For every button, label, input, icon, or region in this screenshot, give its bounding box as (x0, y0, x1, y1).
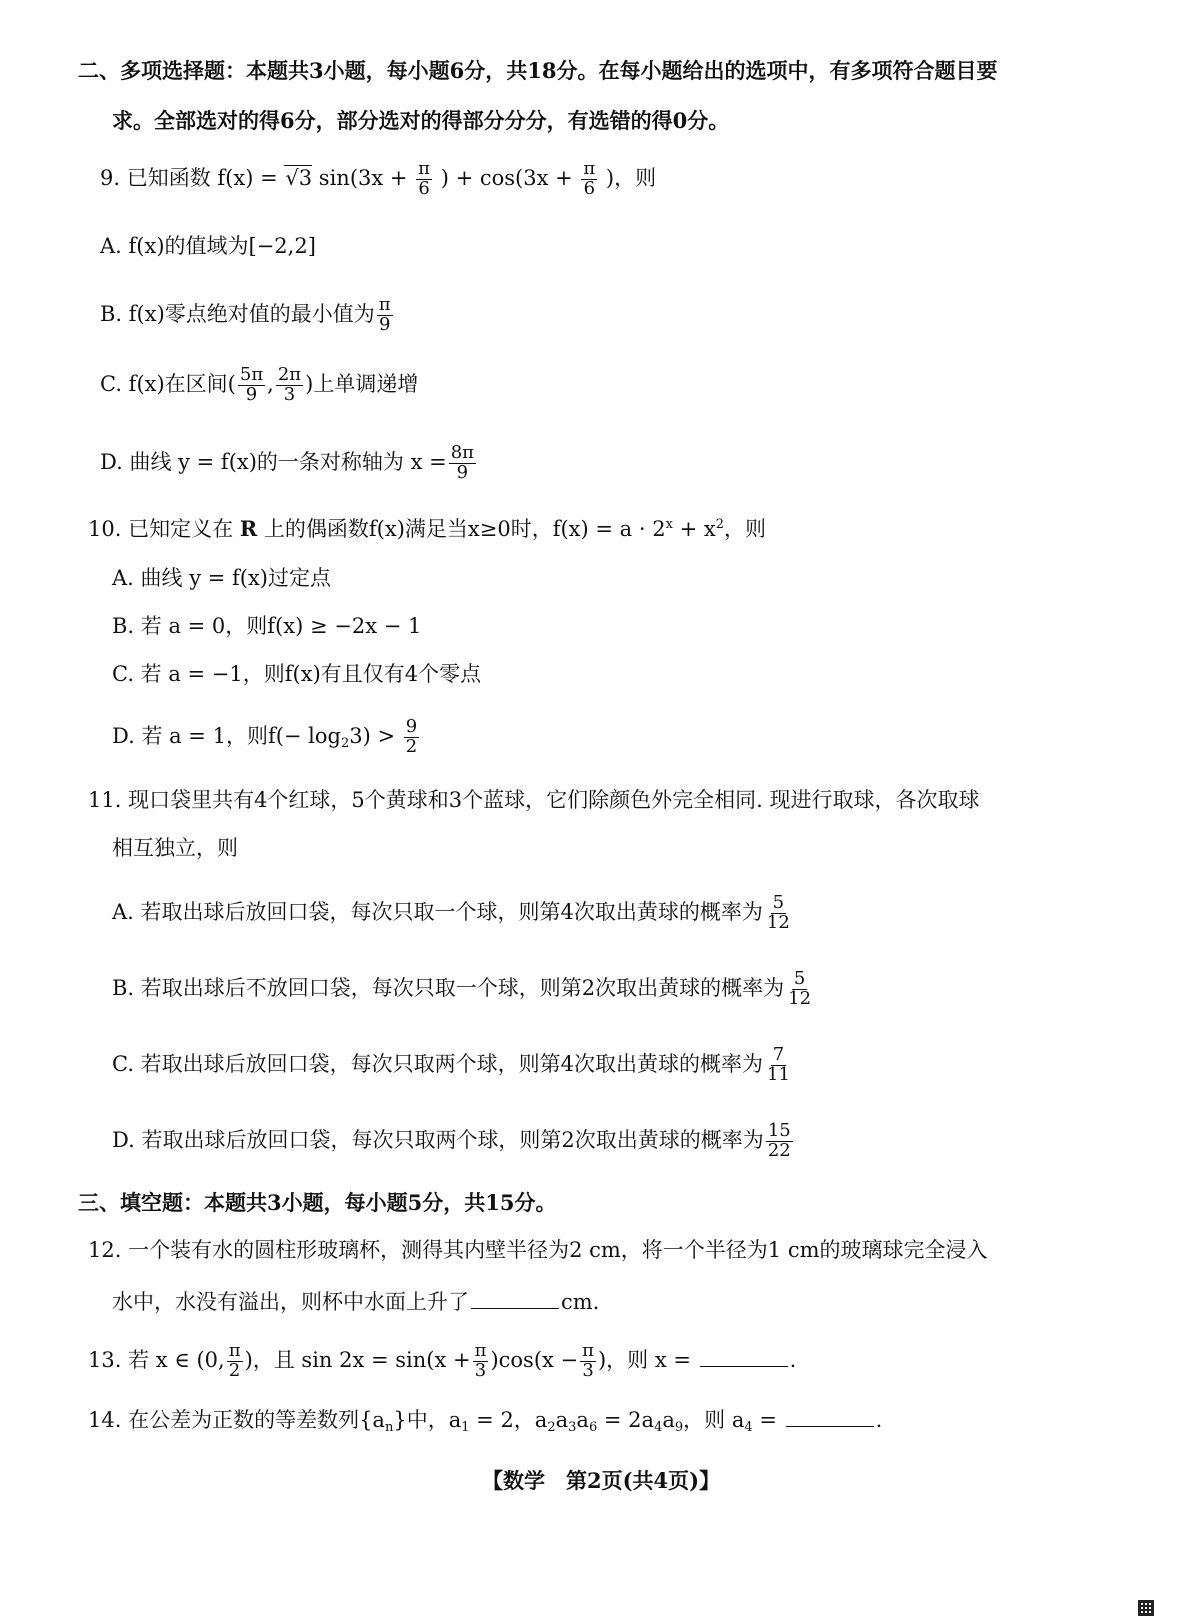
question-12-line1: 12. 一个装有水的圆柱形玻璃杯，测得其内壁半径为2 cm，将一个半径为1 cm的玻璃球完全浸入 (88, 1238, 988, 1262)
q9-frac-pi-6-a: $\frac{\pi}{6}$ (418, 158, 431, 199)
q9-option-a: A. f(x)的值域为[−2,2] (100, 234, 316, 258)
section2-header-line2: 求。全部选对的得6分，部分选对的得部分分分，有选错的得0分。 (112, 108, 730, 133)
q14-answer-blank[interactable] (786, 1408, 874, 1427)
q11-option-d: D. 若取出球后放回口袋，每次只取两个球，则第2次取出黄球的概率为 $\frac{15}{22}$ (112, 1120, 791, 1161)
section3-header: 三、填空题：本题共3小题，每小题5分，共15分。 (78, 1190, 557, 1215)
question-10-stem: 10. 已知定义在 R 上的偶函数f(x)满足当x≥0时，$f(x) = a \cdot 2^x + x^2$，则 (88, 516, 766, 541)
q10-option-c: C. 若 a = −1，则f(x)有且仅有4个零点 (112, 662, 482, 686)
q11-option-a: A. 若取出球后放回口袋，每次只取一个球，则第4次取出黄球的概率为 $\frac{5}{12}$ (112, 892, 790, 933)
q9-cos-part: ) + cos(3x + (440, 165, 573, 190)
question-9-stem (100, 160, 656, 199)
question-14: 14. 在公差为正数的等差数列$\{a_n\}$中，$a_1 = 2$，$a_2a_3a_6 = 2a_4a_9$，则 $a_4$ = . (88, 1408, 883, 1435)
qr-code-icon (1138, 1600, 1154, 1616)
q10-option-b: B. 若 a = 0，则f(x) ≥ −2x − 1 (112, 614, 422, 638)
q13-answer-blank[interactable] (700, 1348, 788, 1367)
question-11-stem-line2: 相互独立，则 (112, 836, 238, 860)
q9-prefix: 9. 已知函数 (100, 165, 211, 190)
q9-fx: f(x) = (217, 165, 285, 190)
section2-header-line1: 二、多项选择题：本题共3小题，每小题6分，共18分。在每小题给出的选项中，有多项符合题目要 (78, 58, 998, 83)
question-12-line2: 水中，水没有溢出，则杯中水面上升了 cm. (112, 1290, 600, 1314)
q9-tail: )，则 (605, 165, 657, 190)
q9-option-c: C. f(x)在区间( $\frac{5\pi}{9}$ , $\frac{2\pi}{3}$ )上单调递增 (100, 364, 419, 405)
q9-option-b: B. f(x)零点绝对值的最小值为 $\frac{\pi}{9}$ (100, 294, 391, 335)
q9-frac-pi-6-b: $\frac{\pi}{6}$ (583, 158, 596, 199)
question-11-stem-line1: 11. 现口袋里共有4个红球，5个黄球和3个蓝球，它们除颜色外完全相同. 现进行取球，各次取球 (88, 788, 980, 812)
q9-sqrt3: √3 (285, 165, 313, 190)
q10-option-a: A. 曲线 y = f(x)过定点 (112, 566, 332, 590)
q12-answer-blank[interactable] (471, 1290, 559, 1309)
q11-option-c: C. 若取出球后放回口袋，每次只取两个球，则第4次取出黄球的概率为 $\frac{7}{11}$ (112, 1044, 790, 1085)
q9-option-d: D. 曲线 y = f(x)的一条对称轴为 x = $\frac{8\pi}{9}$ (100, 442, 475, 483)
question-13: 13. 若 x ∈ (0, $\frac{\pi}{2}$ )，且 sin 2x = sin(x + $\frac{\pi}{3}$ )cos(x − $\frac{\pi}{3}$ )，则 x = . (88, 1340, 797, 1381)
q9-sin-part: sin(3x + (318, 165, 408, 190)
q11-option-b: B. 若取出球后不放回口袋，每次只取一个球，则第2次取出黄球的概率为 $\frac{5}{12}$ (112, 968, 812, 1009)
q10-option-d: D. 若 a = 1，则$f(- \log_23)$ > $\frac{9}{2}$ (112, 716, 418, 757)
page-footer: 【数学 第2页(共4页)】 (482, 1468, 721, 1493)
